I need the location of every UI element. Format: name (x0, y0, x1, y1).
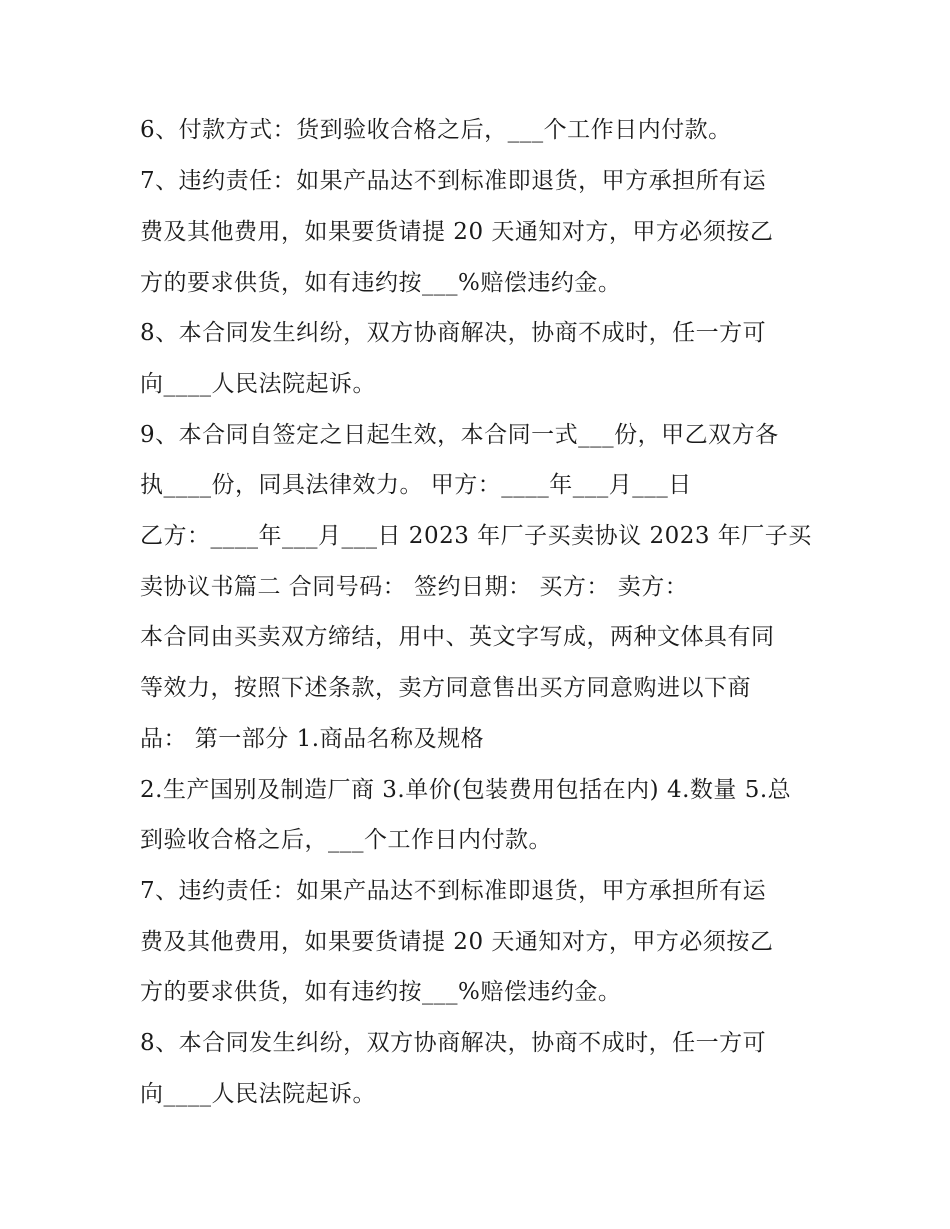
text-line: 9、本合同自签定之日起生效，本合同一式___份，甲乙双方各 (140, 422, 779, 448)
text-line: 乙方：____年___月___日 2023 年厂子买卖协议 2023 年厂子买 (140, 523, 812, 549)
text-line: 费及其他费用，如果要货请提 20 天通知对方，甲方必须按乙 (140, 929, 774, 955)
text-line: 卖协议书篇二 合同号码： 签约日期： 买方： 卖方： (140, 574, 689, 600)
text-line: 等效力，按照下述条款，卖方同意售出买方同意购进以下商 (140, 675, 751, 701)
text-line: 执____份，同具法律效力。 甲方：____年___月___日 (140, 472, 692, 498)
text-line: 7、违约责任：如果产品达不到标准即退货，甲方承担所有运 (140, 878, 767, 904)
text-line: 本合同由买卖双方缔结，用中、英文字写成，两种文体具有同 (140, 624, 775, 650)
text-line: 向____人民法院起诉。 (140, 1081, 376, 1107)
text-line: 7、违约责任：如果产品达不到标准即退货，甲方承担所有运 (140, 168, 767, 194)
text-line: 方的要求供货，如有违约按___%赔偿违约金。 (140, 979, 622, 1005)
text-line: 品： 第一部分 1.商品名称及规格 (140, 726, 485, 752)
text-line: 到验收合格之后，___个工作日内付款。 (140, 827, 552, 853)
text-line: 向____人民法院起诉。 (140, 371, 376, 397)
text-line: 方的要求供货，如有违约按___%赔偿违约金。 (140, 270, 622, 296)
text-line: 2.生产国别及制造厂商 3.单价(包装费用包括在内) 4.数量 5.总 (140, 777, 792, 803)
text-line: 6、付款方式：货到验收合格之后，___个工作日内付款。 (140, 117, 732, 143)
text-line: 8、本合同发生纠纷，双方协商解决，协商不成时，任一方可 (140, 1030, 767, 1056)
text-line: 费及其他费用，如果要货请提 20 天通知对方，甲方必须按乙 (140, 219, 774, 245)
text-line: 8、本合同发生纠纷，双方协商解决，协商不成时，任一方可 (140, 320, 767, 346)
